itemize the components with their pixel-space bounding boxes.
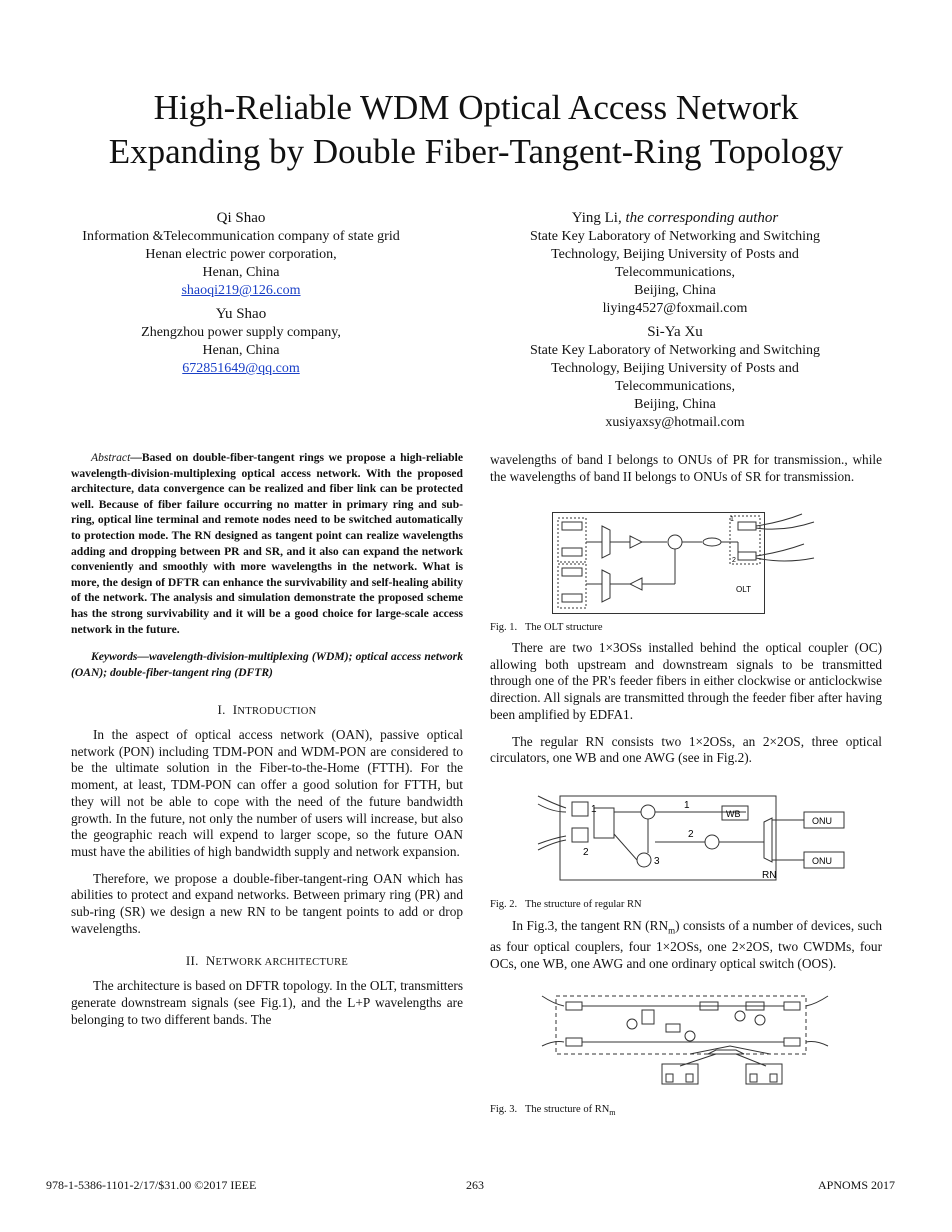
author-affil: Henan, China: [202, 343, 280, 358]
paragraph: In Fig.3, the tangent RN $(RN_m)$ consists of a number of devices, such as four optical couplers, four 1×2OSs, one 2×2OS, two CWDMs, four OCs, one WB, one AWG and one ordinary optical switch (OOS).: [490, 918, 882, 972]
fig2-rn-label: RN: [762, 870, 777, 881]
switch-box: [572, 802, 588, 816]
feeder-fiber: [542, 996, 564, 1006]
author-email-link[interactable]: 672851649@qq.com: [182, 361, 300, 376]
onu-port: [666, 1074, 673, 1082]
circulator: [755, 1015, 765, 1025]
feeder-fiber: [756, 514, 802, 526]
author-affil: State Key Laboratory of Networking and Switching: [529, 229, 821, 244]
fig1-port-2: 2: [732, 557, 736, 564]
demux-shape: [602, 570, 610, 602]
author-affil: State Key Laboratory of Networking and Switching: [529, 343, 821, 358]
section-heading-network-architecture: II. NETWORK ARCHITECTURE: [185, 953, 349, 969]
author-email: xusiyaxsy@hotmail.com: [605, 415, 745, 430]
circulator: [637, 853, 651, 867]
fig1-caption: Fig. 1. The OLT structure: [490, 622, 603, 633]
fig3-caption: Fig. 3. The structure of $RN_m$: [490, 1104, 616, 1118]
rnm-frame: [556, 996, 806, 1054]
onu-port: [750, 1074, 757, 1082]
fig2-regular-rn-diagram: [536, 790, 870, 886]
feeder-fiber: [538, 836, 566, 844]
paper-title: [40, 86, 912, 174]
author-block-qi-shao: [66, 208, 416, 300]
author-affil: Zhengzhou power supply company,: [141, 325, 341, 340]
title-line-1: High-Reliable WDM Optical Access Network: [153, 88, 799, 127]
author-name: Ying Li, the corresponding author: [571, 210, 779, 226]
author-affil: Beijing, China: [634, 397, 716, 412]
paragraph: The architecture is based on DFTR topology. In the OLT, transmitters generate downstream signals (see Fig.1), and the L+P wavelengths are belonging to two different bands. The: [71, 978, 463, 1027]
feeder-fiber: [806, 1042, 828, 1047]
switch-box: [784, 1002, 800, 1010]
fig1-olt-diagram: [552, 512, 818, 616]
author-block-yu-shao: [66, 304, 416, 378]
fig2-node-2: 2: [583, 847, 589, 858]
paragraph: The regular RN consists two 1×2OSs, an 2×2OS, three optical circulators, one WB and one AWG (see in Fig.2).: [490, 733, 882, 766]
author-email-link[interactable]: shaoqi219@126.com: [181, 283, 301, 298]
tx-box: [562, 522, 582, 530]
awg-shape: [764, 818, 772, 862]
feeder-fiber: [806, 996, 828, 1006]
rx-box: [562, 568, 582, 576]
author-affil: Henan, China: [202, 265, 280, 280]
fig2-wb-label: WB: [726, 809, 741, 819]
author-affil: Beijing, China: [634, 283, 716, 298]
right-column-mid: [490, 640, 882, 777]
fig2-node-r1: 1: [684, 800, 690, 811]
switch-box: [738, 552, 756, 560]
fig2-caption: Fig. 2. The structure of regular RN: [490, 899, 642, 910]
switch-box: [566, 1002, 582, 1010]
title-line-2: Expanding by Double Fiber-Tangent-Ring Topology: [108, 132, 844, 171]
author-name: Si-Ya Xu: [647, 324, 703, 340]
awg-shape: [708, 1050, 744, 1054]
fig3-tangent-rn-diagram: [540, 994, 830, 1088]
abstract: Abstract—Based on double-fiber-tangent rings we propose a high-reliable wavelength-division-multiplexing optical access network. With the proposed architecture, data convergence can be realized and fiber link can be protected well. Because of fiber failure occurring no matter in primary ring and sub-ring, optical line terminal and remote nodes need to be switched automatically to protection mode. The RN designed as tangent point can realize wavelengths adding and dropping between PR and SR, and it also can expand the network conveniently and smoothly with more wavelengths in the network. What is more, the design of DFTR can enhance the survivability and self-healing ability of the network. The analysis and simulation demonstrate the proposed scheme has the strong survivability and it will be a good choice for large-scale access network in the future.: [71, 451, 463, 636]
author-affil: Telecommunications,: [615, 265, 735, 280]
paragraph: There are two 1×3OSs installed behind the optical coupler (OC) allowing both upstream and downstream signals to be transmitted through one of the PR's feeder fibers in either clockwise or anticlockwise direction. All signals are transmitted through the feeder fiber after having been amplified by EDFA1.: [490, 640, 882, 722]
circulator: [668, 535, 682, 549]
fig2-onu-top: ONU: [812, 816, 832, 826]
rx-box: [562, 594, 582, 602]
right-column-bottom: [490, 918, 882, 983]
author-block-ying-li: [500, 208, 850, 318]
onu-port: [770, 1074, 777, 1082]
fig2-node-1: 1: [591, 804, 597, 815]
footer-isbn: 978-1-5386-1101-2/17/$31.00 ©2017 IEEE: [46, 1178, 257, 1192]
author-name: Yu Shao: [215, 306, 267, 322]
fig2-node-3: 3: [654, 856, 660, 867]
switch-box: [572, 828, 588, 842]
coupler: [703, 538, 721, 546]
author-block-si-ya-xu: [500, 322, 850, 432]
switch-box: [784, 1038, 800, 1046]
onu-port: [686, 1074, 693, 1082]
fig2-node-r2: 2: [688, 829, 694, 840]
circulator: [735, 1011, 745, 1021]
author-affil: Telecommunications,: [615, 379, 735, 394]
paragraph: wavelengths of band I belongs to ONUs of PR for transmission., while the wavelengths of band II belongs to ONUs of SR for transmission.: [490, 452, 882, 484]
author-affil: Technology, Beijing University of Posts and: [551, 361, 799, 376]
circulator: [685, 1031, 695, 1041]
fig1-port-1: 1: [730, 516, 734, 523]
edfa-amp: [630, 536, 642, 548]
footer-page-number: 263: [466, 1178, 484, 1192]
author-email: liying4527@foxmail.com: [602, 301, 748, 316]
mux-shape: [602, 526, 610, 558]
keywords: Keywords—wavelength-division-multiplexing (WDM); optical access network (OAN); double-fiber-tangent ring (DFTR): [71, 650, 463, 679]
circulator: [705, 835, 719, 849]
author-name: Qi Shao: [216, 210, 266, 226]
feeder-fiber: [538, 840, 566, 850]
left-column: [71, 450, 463, 1038]
tx-box: [562, 548, 582, 556]
switch-box: [566, 1038, 582, 1046]
circulator: [627, 1019, 637, 1029]
switch-2x2: [594, 808, 614, 838]
section-heading-introduction: I. INTRODUCTION: [217, 702, 317, 718]
right-column-top: [490, 452, 882, 495]
author-affil: Information &Telecommunication company of state grid: [82, 229, 400, 244]
circulator: [641, 805, 655, 819]
paragraph: In the aspect of optical access network (OAN), passive optical network (PON) including TDM-PON and WDM-PON are considered to be the ultimate solution in the Fiber-to-the-Home (FTTH). For the moment, at least, TDM-PON can offer a good solution for FTTH, but they will not be able to cope with the need of the future bandwidth growth. In the future, not only the number of users will increase, but also the geographic reach will expend to larger scope, so the future OAN must have the abilities of high bandwidth supply and network expansion.: [71, 727, 463, 859]
switch-2x2: [642, 1010, 654, 1024]
feeder-fiber: [538, 804, 566, 812]
footer-conference: APNOMS 2017: [818, 1178, 896, 1192]
author-affil: Technology, Beijing University of Posts and: [551, 247, 799, 262]
fig1-olt-label: OLT: [736, 585, 751, 594]
wb-box: [666, 1024, 680, 1032]
switch-box: [738, 522, 756, 530]
fig2-onu-bottom: ONU: [812, 856, 832, 866]
edfa-amp-2: [630, 578, 642, 590]
feeder-fiber: [756, 544, 804, 556]
feeder-fiber: [542, 1042, 564, 1047]
author-affil: Henan electric power corporation,: [145, 247, 337, 262]
paragraph: Therefore, we propose a double-fiber-tangent-ring OAN which has abilities to protect and expand networks. Between primary ring (PR) and sub-ring (SR) we design a new RN to be tangent points to add or drop wavelengths.: [71, 870, 463, 936]
